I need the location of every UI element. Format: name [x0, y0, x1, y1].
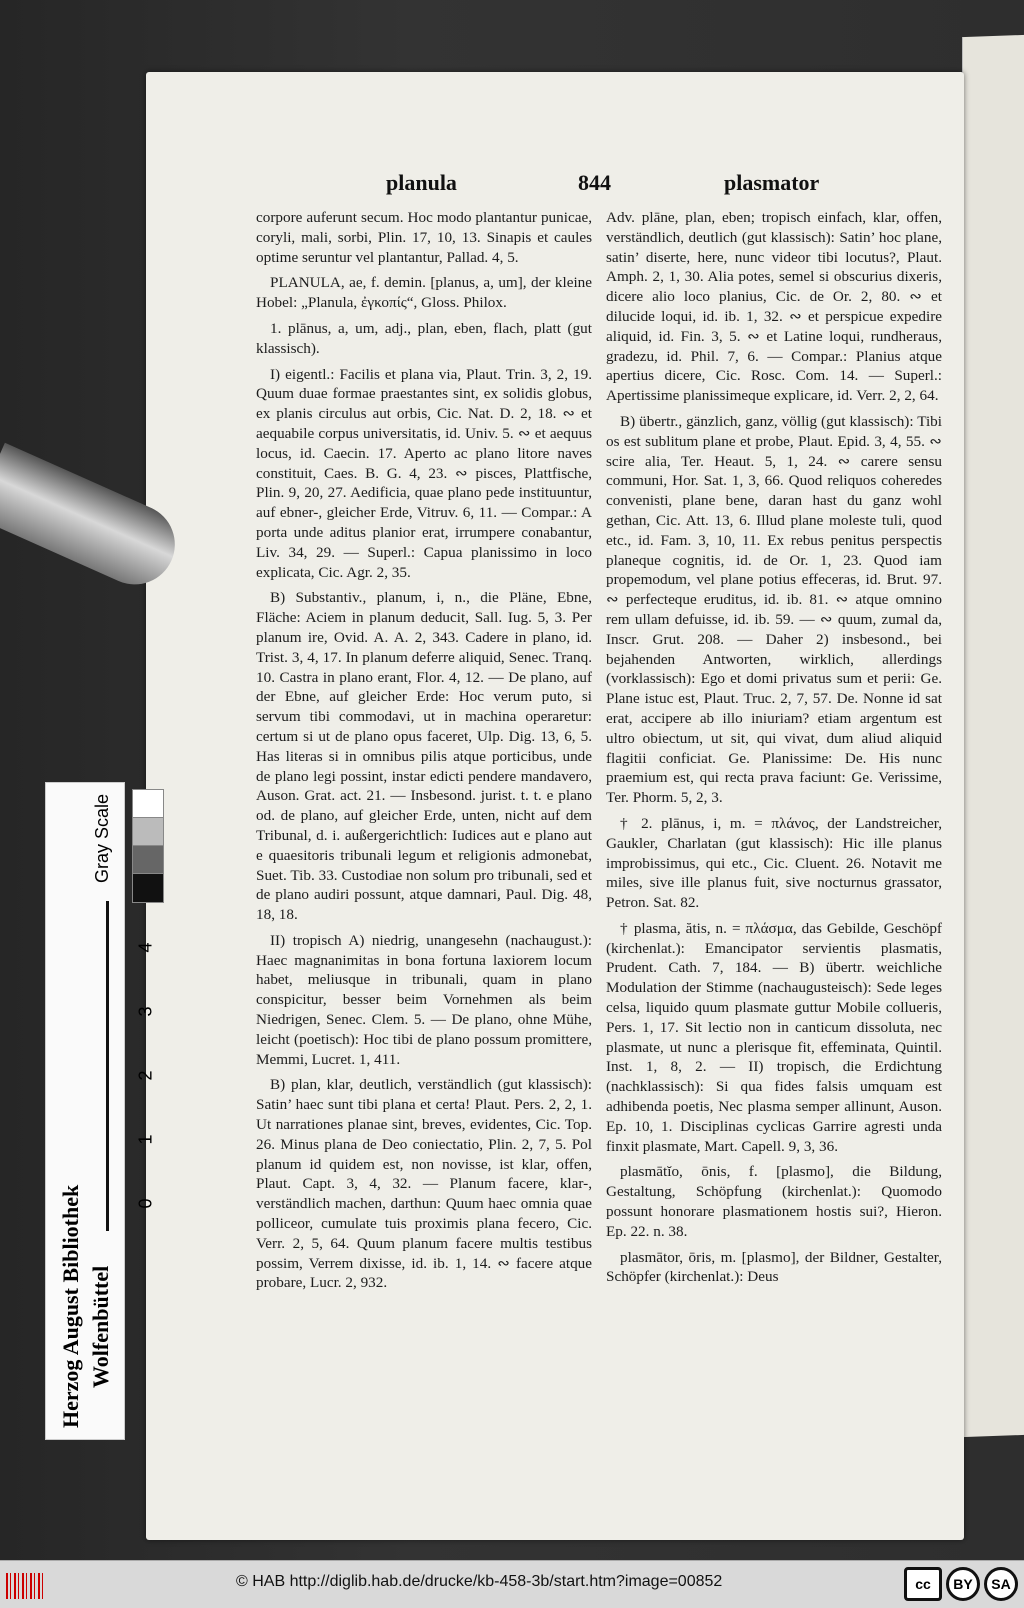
page-header [0, 170, 1024, 210]
header-left-word: planula [386, 170, 457, 195]
entry-paragraph: plasmātĭo, ōnis, f. [plasmo], die Bildung, Gestaltung, Schöpfung (kirchenlat.): Quomodo possunt honorare plasmationem hostis sui?, Hieron. Ep. 22. n. 38. [606, 1163, 942, 1240]
facing-page-edge [962, 35, 1024, 1437]
left-column [256, 208, 592, 1388]
entry-paragraph: II) tropisch A) niedrig, unangesehn (nachaugust.): Haec magnanimitas in bona fortuna laxiorem locum habet, meliusque in tribunali, quam in plano conspicitur, besser beim Vornehmen als beim Niedrigen, Senec. Clem. 5. — De plano, ohne Mühe, leicht (poetisch): Hoc tibi de plano possum promittere, Memmi, Lucret. 1, 411. [256, 931, 592, 1068]
swatch-white [132, 789, 164, 819]
library-name: Herzog August Bibliothek [58, 1184, 83, 1428]
gray-scale-text: Gray Scale [92, 793, 112, 883]
ruler-line [106, 901, 109, 1231]
entry-paragraph: PLANULA, ae, f. demin. [planus, a, um], der kleine Hobel: „Planula, ἐγκοπίς“, Gloss. Philox. [256, 274, 592, 312]
header-right-word: plasmator [724, 170, 820, 195]
by-icon: BY [946, 1567, 980, 1601]
entry-paragraph: 1. plānus, a, um, adj., plan, eben, flach, platt (gut klassisch). [256, 319, 592, 357]
tick-0: 0 [135, 1198, 156, 1209]
entry-paragraph: B) plan, klar, deutlich, verständlich (gut klassisch): Satin’ haec sunt tibi plana et certa! Plaut. Pers. 2, 2, 1. Ut narrationes planae sint, breves, evidentes, Cic. Top. 26. Minus plana de Deo coniectatio, Plin. 2, 7, 5. Pol planum id quidem est, non novisse, ist klar, offen, Plaut. Capt. 3, 4, 32. — Planum facere, klar-, verständlich machen, darthun: Quum haec omnia quae polliceor, cumulate tuis proximis plana fecero, Cic. Verr. 2, 5, 64. Quum planum facere multis testibus possim, Verrem dixisse, id. ib. 1, 14. ∾ facere atque probare, Lucr. 2, 932. [256, 1076, 592, 1292]
swatch-black [132, 873, 164, 903]
library-label [50, 1184, 122, 1434]
entry-paragraph: B) übertr., gänzlich, ganz, völlig (gut klassisch): Tibi os est sublitum plane et probe, Plaut. Epid. 3, 4, 55. ∾ scire alia, Ter. Heaut. 5, 1, 24. ∾ carere sensu communi, Hor. Sat. 1, 3, 66. Quod reliquos coheredes convenisti, plane bene, daran hast du ganz wohl gethan, Cic. Att. 13, 6. Illud plane moleste tuli, quod etc., id. Fam. 3, 10, 11. Ex rebus penitus perspectis planeque cognitis, id. de Or. 1, 23. Quod iam propemodum, vel plane potius effeceras, id. Brut. 97. ∾ perfecteque eruditus, id. ib. 81. ∾ atque omnino rem ullam defuisse, id. ib. 59. — ∾ quum, zumal da, Inscr. Grut. 208. — Daher 2) insbesond., bei bejahenden Antworten, wirklich, allerdings (vorklassisch): Ego et domi privatus sum et perii: Ge. Plane istuc est, Plaut. Truc. 2, 7, 57. De. Nonne id sat erat, accipere ab illo iniuriam? etiam argentum est ultro obiectum, ut sit, qui vivat, dum aliud aliquid flagitii conficiat. Ge. Planissime: De. His nunc praemium est, qui recta prava faciunt: Ge. Verissime, Ter. Phorm. 5, 2, 3. [606, 412, 942, 807]
tick-4: 4 [135, 942, 156, 953]
entry-paragraph: corpore auferunt secum. Hoc modo plantantur punicae, coryli, mali, sorbi, Plin. 17, 10, 13. Sinapis et caules optime seruntur vel plantantur, Pallad. 4, 5. [256, 209, 592, 266]
barcode-icon [6, 1573, 46, 1599]
library-city: Wolfenbüttel [88, 1265, 113, 1388]
entry-paragraph: B) Substantiv., planum, i, n., die Pläne, Ebne, Fläche: Aciem in planum deducit, Sall. Iug. 5, 3. Per planum ire, Ovid. A. A. 2, 343. Cadere in plano, id. Trist. 3, 4, 17. In planum deferre aliquid, Senec. Tranq. 10. Castra in plano erant, Flor. 4, 12. — De plano, auf der Ebne, auf gleicher Erde: Hoc verum puto, si servum tibi commodavi, ut in machina operaretur: certum si ut de plano opus faceret, Ulp. Dig. 13, 6, 5. Has literas si in omnibus pilis atque porticibus, unde de plano legi possint, instar edicti pendere mandavero, Auson. Grat. act. 21. — Insbesond. jurist. t. t. e plano od. de plano, auf gleicher Erde, unten, nicht auf dem Tribunal, d. i. außergerichtlich: Iudices aut e plano aut e quaesitoris tribunali legum et religionis admonebat, Suet. Tib. 33. Custodiae non solum pro tribunali, sed et de plano audiri possunt, atque damnari, Paul. Dig. 48, 18, 18. [256, 589, 592, 924]
swatch-dark-gray [132, 845, 164, 875]
entry-paragraph: † 2. plānus, i, m. = πλάνος, der Landstreicher, Gaukler, Charlatan (gut klassisch): Hic ille planus improbissimus, qui etc., Cic. Cluent. 26. Notavit me miles, sive ille planus fuit, sive nocturnus grassator, Petron. Sat. 82. [606, 814, 942, 912]
tick-3: 3 [135, 1006, 156, 1017]
entry-paragraph: † plasma, ătis, n. = πλάσμα, das Gebilde, Geschöpf (kirchenlat.): Emancipator servientis plasmatis, Prudent. Cath. 7, 184. — B) übertr. weichliche Modulation der Stimme (nachaugusteisch): Sede leges celsa, liquido quum plasmate guttur Mobile collueris, Pers. 1, 17. Sit lectio non in canticum dissoluta, nec plasmate, ut nunc a plerisque fit, effeminata, Quintil. Inst. 1, 8, 2. — II) tropisch, die Erdichtung (nachklassisch): Si qua fides falsis umquam est adhibenda poetis, Nec plasma semper allinunt, Auson. Ep. 10, 1. Disciplinas cyclicas Garrire agresti unda finxit plasmate, Mart. Capell. 9, 3, 36. [606, 919, 942, 1155]
license-badges[interactable] [904, 1567, 1018, 1603]
tick-2: 2 [135, 1070, 156, 1081]
footer-bar [0, 1560, 1024, 1608]
right-column [606, 208, 942, 1388]
source-url[interactable]: © HAB http://diglib.hab.de/drucke/kb-458-3b/start.htm?image=00852 [236, 1573, 723, 1590]
gray-scale-card [45, 782, 156, 1440]
swatch-light-gray [132, 817, 164, 847]
sa-icon: SA [984, 1567, 1018, 1601]
entry-paragraph: plasmātor, ōris, m. [plasmo], der Bildner, Gestalter, Schöpfer (kirchenlat.): Deus [606, 1248, 942, 1286]
tick-1: 1 [135, 1134, 156, 1145]
entry-paragraph: I) eigentl.: Facilis et plana via, Plaut. Trin. 3, 2, 19. Quum duae formae praestantes sint, ex solidis globus, ex planis circulus aut orbis, Cic. Nat. D. 2, 18. ∾ et aequabile corpus universitatis, id. Univ. 5. ∾ et aequus locus, id. Caecin. 17. Aperto ac plano litore naves constituit, Caes. B. G. 4, 23. ∾ pisces, Plattfische, Plin. 9, 20, 27. Aedificia, quae plano pede instituuntur, auf ebner-, gleicher Erde, Vitruv. 6, 11. — Compar.: A porta unde aditus planior erat, irrumpere conabantur, Liv. 34, 29. — Superl.: Capua planissimo in loco explicata, Cic. Agr. 2, 35. [256, 365, 592, 581]
gray-scale-label [88, 795, 118, 885]
entry-paragraph: Adv. plāne, plan, eben; tropisch einfach, klar, offen, verständlich, deutlich (gut klassisch): Satin’ hoc plane, satin’ diserte, here, nunc videor tibi locutus?, Plaut. Amph. 2, 1, 30. Alia potes, semel si obscurius dixeris, dicere alio loco planius, Cic. de Or. 2, 80. ∾ et dilucide loqui, id. ib. 1, 32. ∾ et perspicue expedire aliquid, id. Fin. 3, 5. ∾ et Latine loqui, rundheraus, gradezu, id. Phil. 7, 6. — Compar.: Planius atque apertius dicere, Cic. Rosc. Com. 14. — Superl.: Apertissime planissimeque explicare, id. Verr. 2, 2, 64. [606, 209, 942, 405]
cc-icon: cc [904, 1567, 942, 1601]
page-number: 844 [578, 170, 611, 195]
